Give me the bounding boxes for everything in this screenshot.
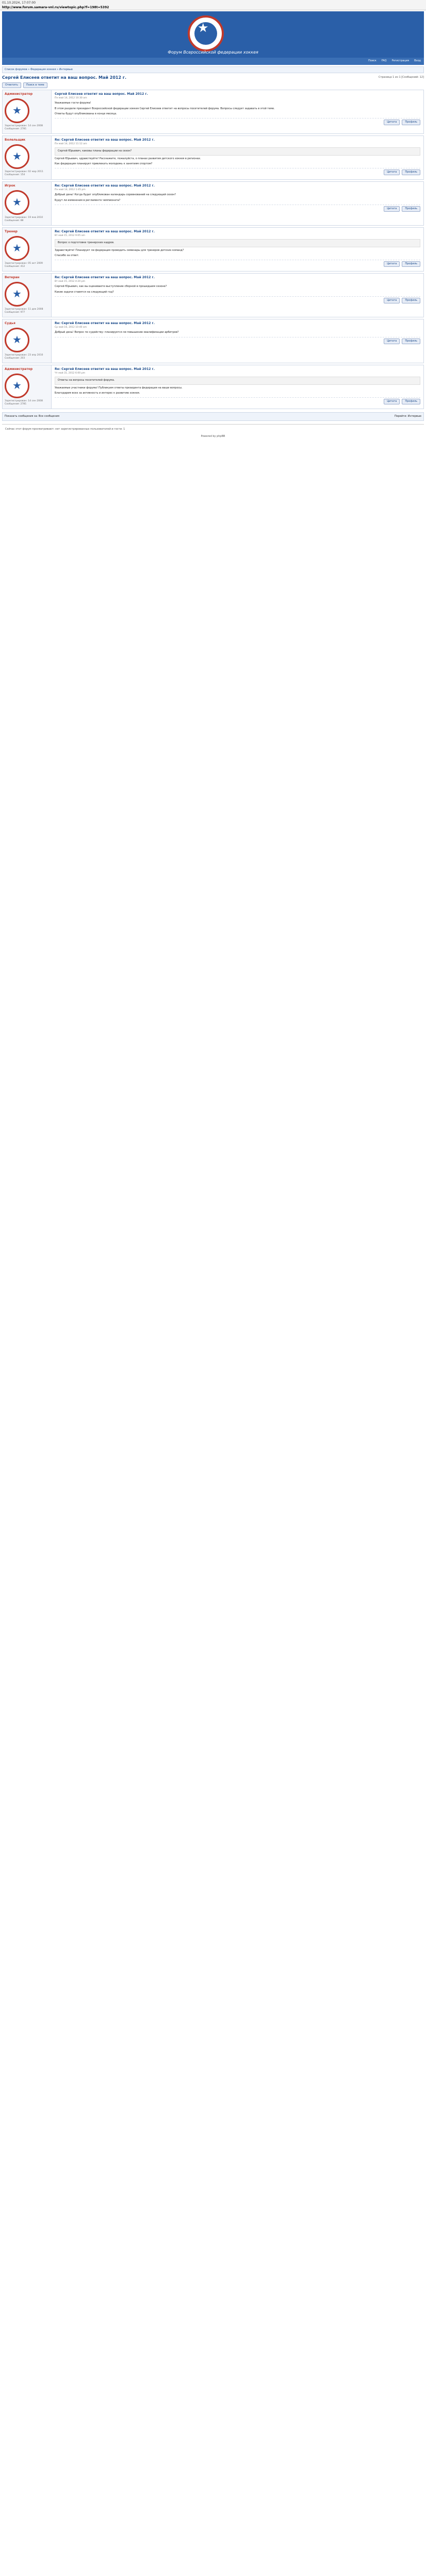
forum-post <box>2 227 424 272</box>
post-paragraph: Будут ли изменения в регламенте чемпионата? <box>55 198 121 202</box>
profile-button[interactable]: Профиль <box>402 206 420 212</box>
post-body <box>52 365 423 409</box>
post-body <box>52 90 423 133</box>
post-author-meta: Зарегистрирован: 11 дек 2008 Сообщения: 977 <box>5 308 43 314</box>
post-author-panel <box>3 274 52 317</box>
post-paragraph: Сергей Юрьевич, здравствуйте! Расскажите, пожалуйста, о планах развития детского хоккея в регионах. <box>55 157 201 160</box>
post-title[interactable]: Re: Сергей Елисеев ответит на ваш вопрос. Май 2012 г. <box>55 276 155 280</box>
profile-button[interactable]: Профиль <box>402 261 420 267</box>
post-actions <box>55 296 420 303</box>
post-date: Ср май 16, 2012 10:40 am <box>55 326 87 329</box>
avatar <box>5 144 29 169</box>
post-author-meta: Зарегистрирован: 19 янв 2010 Сообщения: 88 <box>5 216 43 223</box>
jump-to[interactable]: Перейти: Интервью <box>394 415 421 418</box>
post-body <box>52 319 423 363</box>
post-title[interactable]: Re: Сергей Елисеев ответит на ваш вопрос. Май 2012 г. <box>55 321 155 326</box>
post-actions <box>55 260 420 267</box>
profile-button[interactable]: Профиль <box>402 170 420 175</box>
post-quote: Сергей Юрьевич, каковы планы федерации на сезон? <box>55 147 420 155</box>
nav-item-register[interactable]: Регистрация <box>391 59 409 63</box>
forum-post <box>2 181 424 226</box>
post-actions <box>55 337 420 344</box>
post-author-meta: Зарегистрирован: 05 окт 2009 Сообщения: 412 <box>5 262 43 268</box>
post-date: Вт май 15, 2012 4:20 pm <box>55 280 86 283</box>
copyright: Powered by phpBB <box>201 434 225 438</box>
browser-datetime: 01.10.2024, 17:07:00 <box>2 1 36 5</box>
post-body <box>52 228 423 271</box>
post-author-meta: Зарегистрирован: 14 сен 2008 Сообщения: 2781 <box>5 124 43 131</box>
breadcrumb[interactable]: Список форумов » Федерация хоккея » Интервью <box>2 66 424 73</box>
topic-search-button[interactable]: Поиск в теме <box>23 82 47 88</box>
post-paragraph: Спасибо за ответ. <box>55 253 79 257</box>
online-info: Сейчас этот форум просматривают: нет зарегистрированных пользователей и гости: 1 <box>5 428 125 431</box>
quote-button[interactable]: Цитата <box>384 120 400 125</box>
topic-toolbar <box>2 82 424 88</box>
post-author-meta: Зарегистрирован: 14 сен 2008 Сообщения: 2781 <box>5 399 43 406</box>
post-paragraph: Благодарим всех за активность и интерес к развитию хоккея. <box>55 391 140 395</box>
topic-title[interactable]: Сергей Елисеев ответит на ваш вопрос. Май 2012 г. <box>2 75 127 80</box>
post-author-meta: Зарегистрирован: 02 мар 2011 Сообщения: 154 <box>5 170 43 177</box>
post-paragraph: Добрый день! Когда будет опубликован календарь соревнований на следующий сезон? <box>55 193 176 197</box>
post-title[interactable]: Сергей Елисеев ответит на ваш вопрос. Май 2012 г. <box>55 92 148 96</box>
post-author-panel <box>3 365 52 409</box>
nav-item-faq[interactable]: FAQ <box>381 59 387 63</box>
post-paragraph: Какие задачи ставятся на следующий год? <box>55 290 114 294</box>
post-date: Пн май 14, 2012 11:12 am <box>55 142 87 145</box>
avatar <box>5 236 29 261</box>
post-author[interactable]: Администратор <box>5 92 33 96</box>
profile-button[interactable]: Профиль <box>402 120 420 125</box>
quote-button[interactable]: Цитата <box>384 338 400 344</box>
post-actions <box>55 205 420 212</box>
post-paragraph: Как федерация планирует привлекать молодежь к занятиям спортом? <box>55 162 153 165</box>
quote-button[interactable]: Цитата <box>384 206 400 212</box>
post-paragraph: В этом разделе президент Всероссийской федерации хоккея Сергей Елисеев ответит на вопросы посетителей форума. Вопросы следует задавать в этой теме. <box>55 107 275 110</box>
post-author[interactable]: Судья <box>5 321 15 326</box>
federation-logo-icon[interactable]: ★ <box>188 15 224 52</box>
post-author[interactable]: Администратор <box>5 367 33 371</box>
post-date: Пн май 14, 2012 10:30 am <box>55 96 87 99</box>
avatar <box>5 98 29 123</box>
post-title[interactable]: Re: Сергей Елисеев ответит на ваш вопрос. Май 2012 г. <box>55 230 155 234</box>
post-paragraph: Ответы будут опубликованы в конце месяца. <box>55 112 117 115</box>
post-date: Пн май 14, 2012 1:45 pm <box>55 188 86 191</box>
avatar <box>5 282 29 307</box>
browser-url[interactable]: http://www.forum.samara-vnl.ru/viewtopic.php?f=198t=5392 <box>2 5 109 9</box>
post-quote: Вопрос о подготовке тренерских кадров. <box>55 239 420 247</box>
avatar <box>5 374 29 398</box>
profile-button[interactable]: Профиль <box>402 399 420 404</box>
footer <box>2 424 424 442</box>
post-author[interactable]: Тренер <box>5 230 18 234</box>
avatar <box>5 328 29 352</box>
reply-button[interactable]: Ответить <box>2 82 21 88</box>
avatar <box>5 190 29 215</box>
post-author-panel <box>3 90 52 133</box>
post-paragraph: Сергей Юрьевич, как вы оцениваете выступление сборной в прошедшем сезоне? <box>55 285 167 289</box>
post-author-meta: Зарегистрирован: 23 апр 2010 Сообщения: 203 <box>5 353 43 360</box>
post-quote: Ответы на вопросы посетителей форума. <box>55 377 420 384</box>
post-title[interactable]: Re: Сергей Елисеев ответит на ваш вопрос. Май 2012 г. <box>55 184 155 188</box>
post-body <box>52 274 423 317</box>
post-date: Чт май 31, 2012 6:00 pm <box>55 371 86 375</box>
post-paragraph: Уважаемые участники форума! Публикуем ответы президента федерации на ваши вопросы. <box>55 386 183 389</box>
profile-button[interactable]: Профиль <box>402 298 420 303</box>
profile-button[interactable]: Профиль <box>402 338 420 344</box>
post-title[interactable]: Re: Сергей Елисеев ответит на ваш вопрос. Май 2012 г. <box>55 367 155 371</box>
post-author-panel <box>3 228 52 271</box>
post-actions <box>55 168 420 175</box>
post-body <box>52 136 423 179</box>
forum-post <box>2 365 424 409</box>
post-paragraph: Здравствуйте! Планирует ли федерация проводить семинары для тренеров детских команд? <box>55 248 184 252</box>
topic-header <box>2 75 424 81</box>
quote-button[interactable]: Цитата <box>384 170 400 175</box>
post-paragraph: Уважаемые гости форума! <box>55 101 91 105</box>
forum-banner <box>2 11 424 58</box>
nav-item-login[interactable]: Вход <box>414 59 421 63</box>
nav-item-search[interactable]: Поиск <box>368 59 376 63</box>
banner-title: Форум Всероссийской федерации хоккея <box>168 50 258 55</box>
nav-bar <box>2 58 424 65</box>
post-actions <box>55 397 420 404</box>
post-author[interactable]: Ветеран <box>5 276 20 280</box>
post-list <box>0 90 426 409</box>
forum-post <box>2 319 424 363</box>
post-date: Вт май 15, 2012 9:05 am <box>55 234 85 237</box>
display-filter[interactable]: Показать сообщения за: Все сообщения <box>5 415 60 418</box>
post-author-panel <box>3 136 52 179</box>
quote-button[interactable]: Цитата <box>384 261 400 267</box>
post-author-panel <box>3 319 52 363</box>
post-author-panel <box>3 182 52 225</box>
forum-post <box>2 90 424 134</box>
forum-post <box>2 273 424 317</box>
quote-button[interactable]: Цитата <box>384 399 400 404</box>
page-info: Страница 1 из 1 [Сообщений: 12] <box>378 76 424 79</box>
bottom-bar <box>2 412 424 421</box>
quote-button[interactable]: Цитата <box>384 298 400 303</box>
browser-header <box>0 0 426 10</box>
post-author[interactable]: Болельщик <box>5 138 26 142</box>
forum-post <box>2 135 424 180</box>
post-actions <box>55 118 420 125</box>
post-title[interactable]: Re: Сергей Елисеев ответит на ваш вопрос. Май 2012 г. <box>55 138 155 142</box>
post-author[interactable]: Игрок <box>5 184 15 188</box>
post-body <box>52 182 423 225</box>
post-paragraph: Добрый день! Вопрос по судейству: планируется ли повышение квалификации арбитров? <box>55 331 179 334</box>
